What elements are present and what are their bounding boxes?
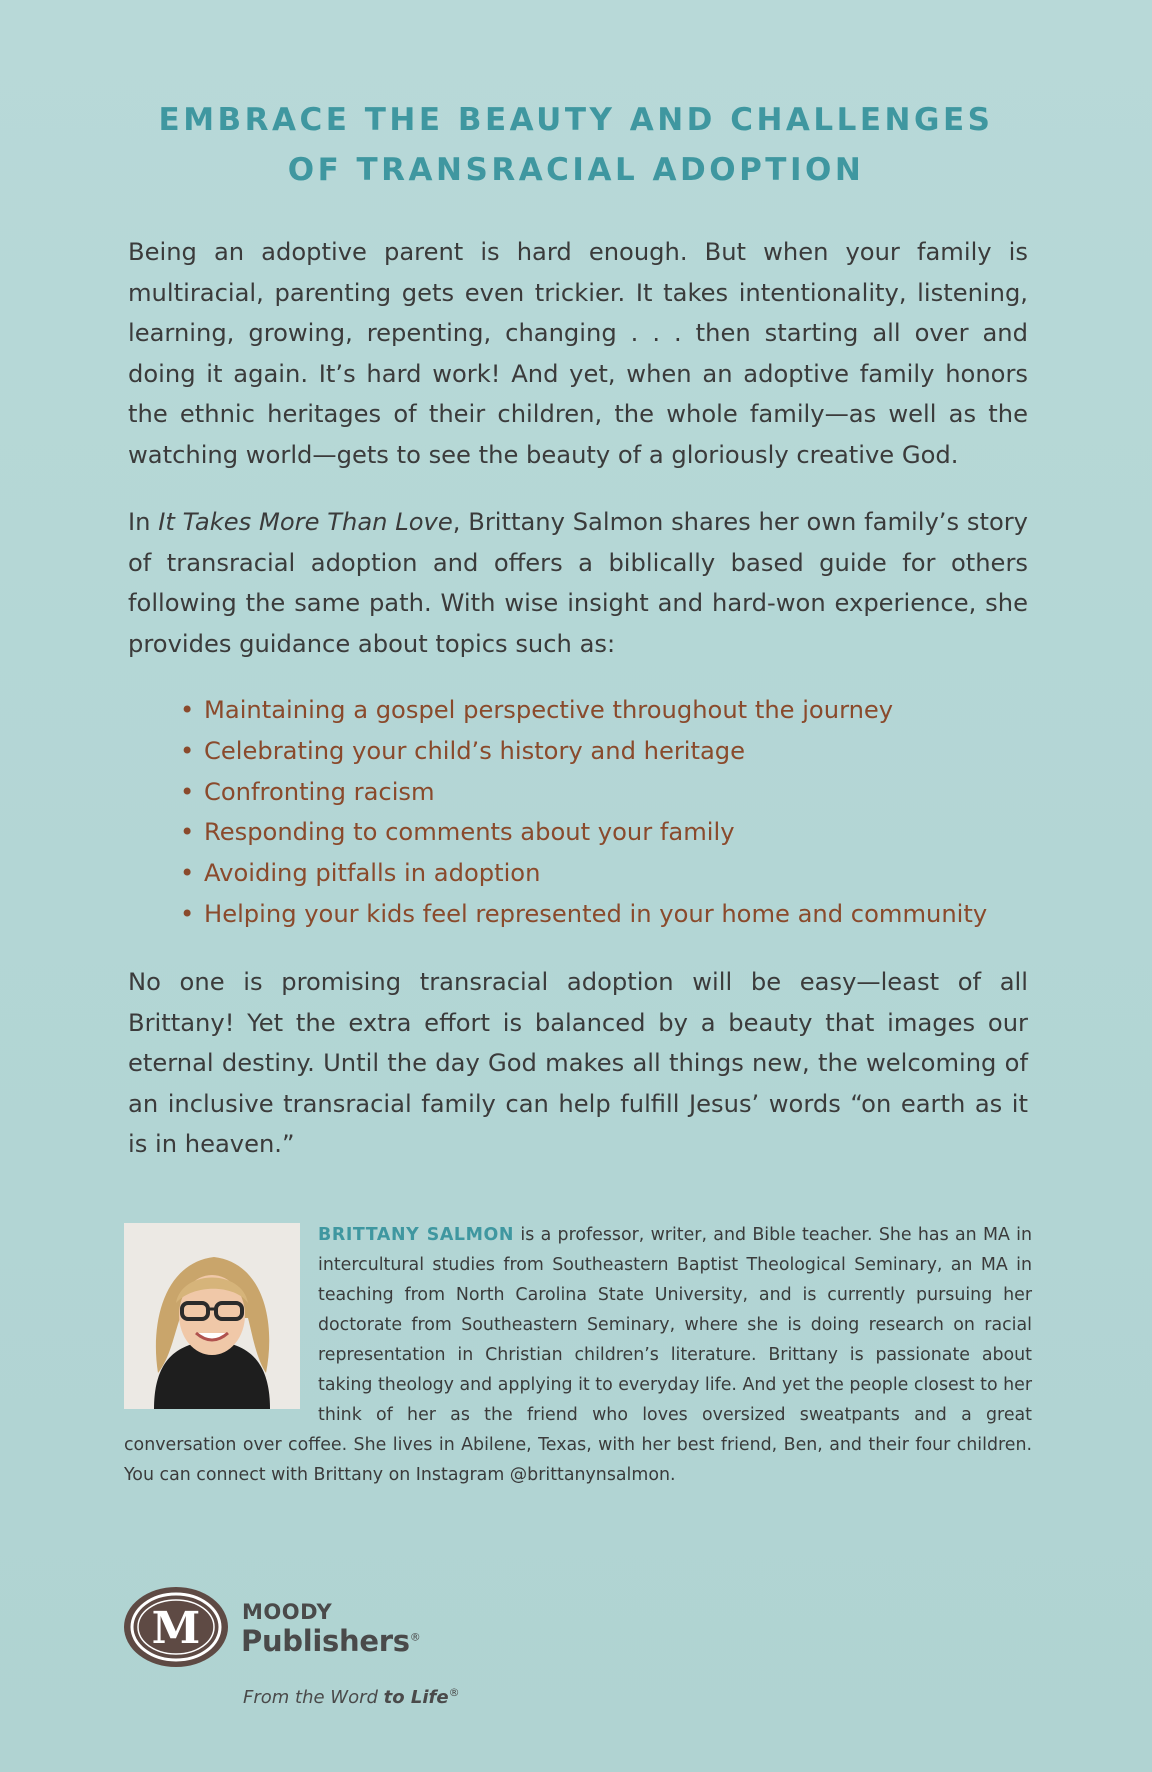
list-item: • Avoiding pitfalls in adoption (180, 853, 1040, 894)
book-description-paragraph (128, 502, 1028, 664)
list-item: • Celebrating your child’s history and heritage (180, 731, 1040, 772)
topics-list (180, 690, 1040, 935)
tagline-emphasis: to Life (383, 1687, 449, 1708)
tagline-text: From the Word (243, 1687, 384, 1708)
list-item: • Maintaining a gospel perspective throughout the journey (180, 690, 1040, 731)
list-item: • Confronting racism (180, 772, 1040, 813)
publisher-name: Publishers (241, 1624, 410, 1658)
publisher-name-line-2 (241, 1624, 420, 1658)
headline-line-1: EMBRACE THE BEAUTY AND CHALLENGES (158, 102, 994, 138)
intro-paragraph: Being an adoptive parent is hard enough. But when your family is multiracial, parenting gets even trickier. It takes intentionality, listening, learning, growing, repenting, changing . . . then starting all over and doing it again. It’s hard work! And yet, when an adoptive family honors the ethnic heritages of their children, the whole family—as well as the watching world—gets to see the beauty of a gloriously creative God. (128, 238, 1028, 469)
author-name: BRITTANY SALMON (318, 1225, 515, 1245)
description-lead: In (128, 508, 159, 536)
moody-logo (122, 1585, 230, 1669)
list-item: • Helping your kids feel represented in your home and community (180, 894, 1040, 935)
book-title: It Takes More Than Love (158, 508, 453, 536)
list-item: • Responding to comments about your family (180, 812, 1040, 853)
tagline-registered-mark: ® (448, 1686, 460, 1699)
registered-mark: ® (409, 1630, 421, 1644)
closing-paragraph: No one is promising transracial adoption will be easy—least of all Brittany! Yet the extra effort is balanced by a beauty that images our eternal destiny. Until the day God makes all things new, the welcoming of an inclusive transracial family can help fulfill Jesus’ words “on earth as it is in heaven.” (128, 968, 1028, 1158)
description-body: , Brittany Salmon shares her own family’s story of transracial adoption and offers a biblically based guide for others following the same path. With wise insight and hard-won experience, she provides guidance about topics such as: (128, 508, 1028, 658)
author-bio (124, 1220, 1032, 1490)
publisher-name-line-1: MOODY (242, 1600, 333, 1624)
headline (0, 95, 1152, 195)
logo-letter: M (151, 1603, 201, 1654)
publisher-tagline (243, 1686, 460, 1708)
author-bio-text: is a professor, writer, and Bible teacher. She has an MA in intercultural studies from Southeastern Baptist Theological Seminary, an MA in teaching from North Carolina State University, and is currently pursuing her doctorate from Southeastern Seminary, where she is doing research on racial representation in Christian children’s literature. Brittany is passionate about taking theology and applying it to everyday life. And yet the people closest to her think of her as the friend who loves oversized sweatpants and a great conversation over coffee. She lives in Abilene, Texas, with her best friend, Ben, and their four children. You can connect with Brittany on Instagram @brittanynsalmon. (124, 1225, 1033, 1485)
author-photo (124, 1223, 300, 1409)
headline-line-2: OF TRANSRACIAL ADOPTION (287, 152, 865, 188)
